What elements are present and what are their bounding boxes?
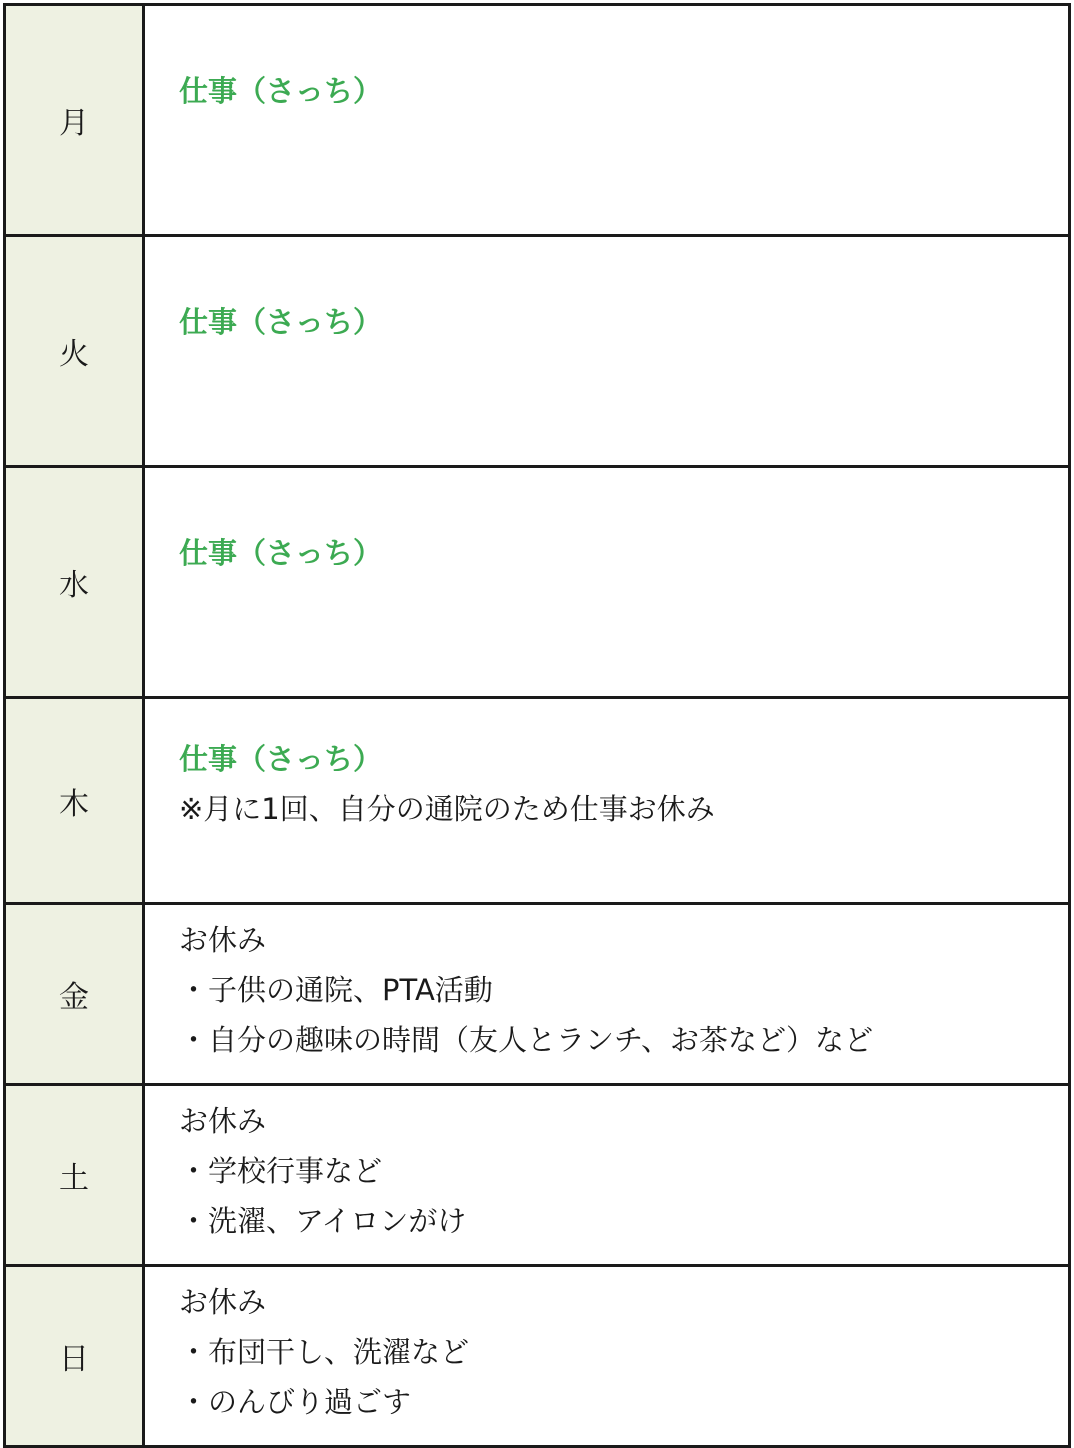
schedule-row-thursday — [5, 698, 1070, 904]
schedule-content-sunday — [144, 1266, 1070, 1447]
schedule-row-wednesday — [5, 467, 1070, 698]
schedule-row-saturday — [5, 1085, 1070, 1266]
day-label-wednesday: 水 — [5, 467, 144, 698]
work-label: 仕事（さっち） — [179, 536, 383, 570]
day-label-tuesday: 火 — [5, 236, 144, 467]
work-label: 仕事（さっち） — [179, 74, 383, 108]
day-label-friday: 金 — [5, 904, 144, 1085]
day-label-sunday: 日 — [5, 1266, 144, 1447]
day-off-label: お休み — [179, 1104, 267, 1138]
schedule-content-thursday — [144, 698, 1070, 904]
schedule-content-tuesday — [144, 236, 1070, 467]
schedule-list-item: ・子供の通院、PTA活動 — [179, 973, 493, 1007]
schedule-note: ※月に1回、自分の通院のため仕事お休み — [179, 792, 715, 826]
day-label-thursday: 木 — [5, 698, 144, 904]
schedule-row-tuesday — [5, 236, 1070, 467]
schedule-content-friday — [144, 904, 1070, 1085]
day-off-label: お休み — [179, 923, 267, 957]
work-label: 仕事（さっち） — [179, 742, 383, 776]
schedule-row-friday — [5, 904, 1070, 1085]
day-off-label: お休み — [179, 1285, 267, 1319]
schedule-content-saturday — [144, 1085, 1070, 1266]
schedule-list-item: ・洗濯、アイロンがけ — [179, 1204, 467, 1238]
schedule-row-sunday — [5, 1266, 1070, 1447]
work-label: 仕事（さっち） — [179, 305, 383, 339]
schedule-list-item: ・学校行事など — [179, 1154, 383, 1188]
schedule-content-wednesday — [144, 467, 1070, 698]
schedule-list-item: ・自分の趣味の時間（友人とランチ、お茶など）など — [179, 1023, 873, 1057]
schedule-list-item: ・のんびり過ごす — [179, 1385, 412, 1419]
schedule-content-monday — [144, 5, 1070, 236]
schedule-row-monday — [5, 5, 1070, 236]
day-label-monday: 月 — [5, 5, 144, 236]
schedule-list-item: ・布団干し、洗濯など — [179, 1335, 470, 1369]
weekly-schedule-table — [3, 3, 1071, 1448]
day-label-saturday: 土 — [5, 1085, 144, 1266]
